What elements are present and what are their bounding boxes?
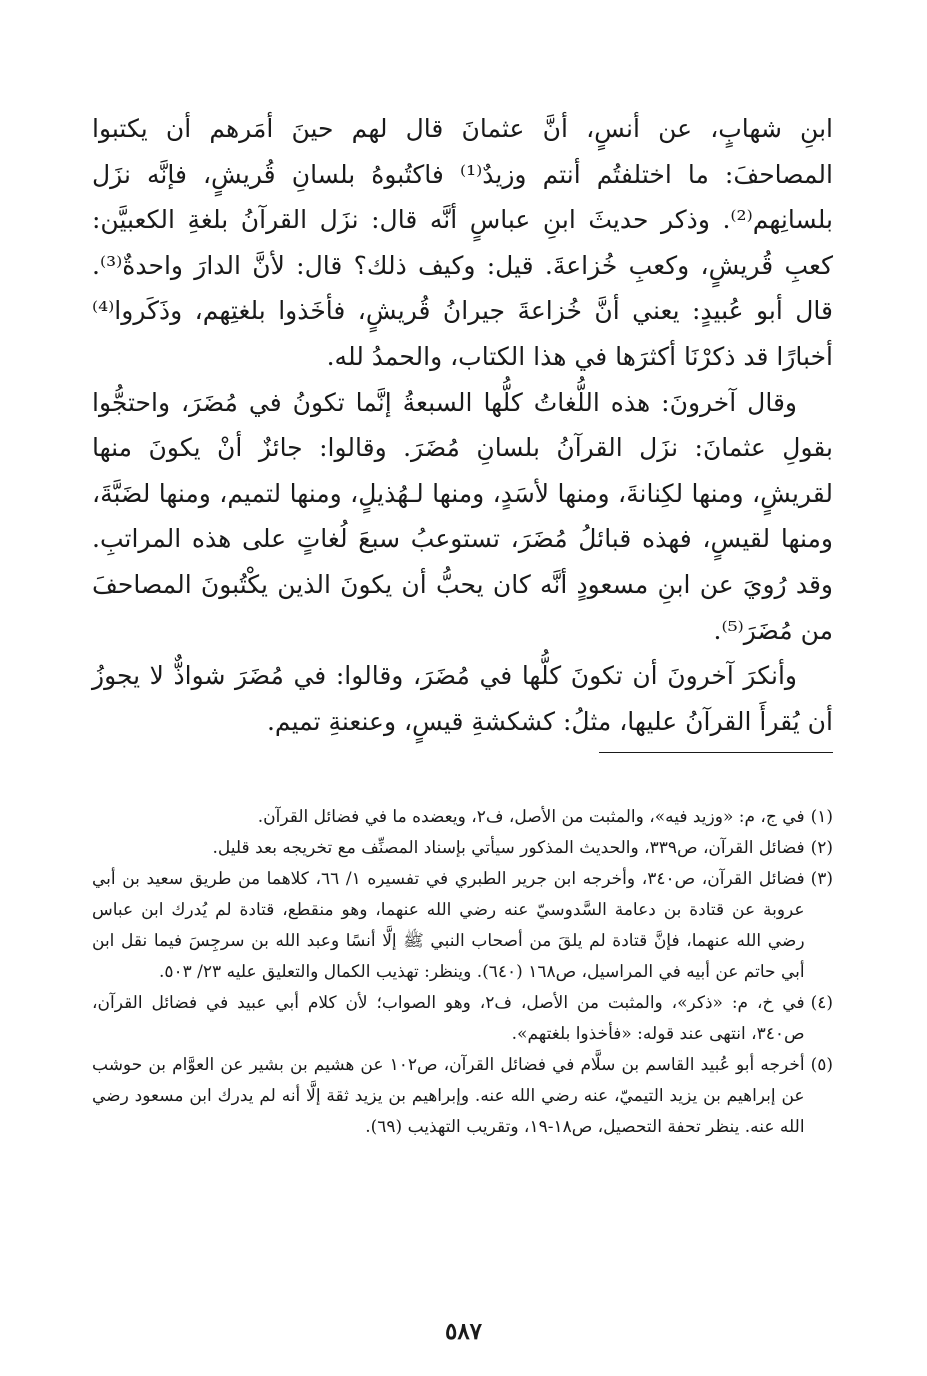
footnotes	[92, 802, 833, 1143]
page-number: ٥٨٧	[444, 1318, 483, 1345]
paragraph-1: ابنِ شهابٍ، عن أنسٍ، أنَّ عثمانَ قال لهم حينَ أمَرهم أن يكتبوا المصاحفَ: ما اختلفتُم أنتم وزيدٌ⁽¹⁾ فاكتُبوهُ بلسانِ قُريشٍ، فإنَّه نزَل بلسانِهم⁽²⁾. وذكر حديثَ ابنِ عباسٍ أنَّه قال: نزَل القرآنُ بلغةِ الكعبيَّن: كعبِ قُريشٍ، وكعبِ خُزاعةَ. قيل: وكيف ذلك؟ قال: لأنَّ الدارَ واحدةٌ⁽³⁾. قال أبو عُبيدٍ: يعني أنَّ خُزاعةَ جيرانُ قُريشٍ، فأخَذوا بلغتِهم، وذَكَروا⁽⁴⁾ أخبارًا قد ذكرْنَا أكثرَها في هذا الكتاب، والحمدُ لله.	[92, 114, 833, 371]
footnote-number: (٢)	[810, 838, 833, 858]
footnote-number: (٣)	[810, 869, 833, 889]
footnote-3	[92, 864, 833, 988]
footnote-text: أخرجه أبو عُبيد القاسم بن سلَّام في فضائل القرآن، ص١٠٢ عن هشيم بن بشير عن العوَّام بن حوشب عن إبراهيم بن يزيد التيميّ، عنه رضي الله عنه. وإبراهيم بن يزيد ثقة إلَّا أنه لم يدرك ابن مسعود رضي الله عنه. ينظر تحفة التحصيل، ص١٨-١٩، وتقريب التهذيب (٦٩).	[92, 1055, 805, 1137]
footnote-text: في ج، م: «وزيد فيه»، والمثبت من الأصل، ف٢، ويعضده ما في فضائل القرآن.	[257, 807, 805, 827]
footnote-2	[92, 833, 833, 864]
footnote-text: فضائل القرآن، ص٣٤٠، وأخرجه ابن جرير الطبري في تفسيره ١/ ٦٦، كلاهما من طريق سعيد بن أبي عروبة عن قتادة بن دعامة السَّدوسيّ عنه رضي الله عنهما، وهو منقطع، قتادة لم يُدرك ابن عباس رضي الله عنهما، فإنَّ قتادة لم يلقَ من أصحاب النبي ﷺ إلَّا أنسًا وعبد الله بن سرجِسَ فيما نقل ابن أبي حاتم عن أبيه في المراسيل، ص١٦٨ (٦٤٠). وينظر: تهذيب الكمال والتعليق عليه ٢٣/ ٥٠٣.	[92, 869, 805, 982]
main-text	[92, 106, 833, 744]
footnote-text: في خ، م: «ذكر»، والمثبت من الأصل، ف٢، وهو الصواب؛ لأن كلام أبي عبيد في فضائل القرآن، ص٣٤٠، انتهى عند قوله: «فأخذوا بلغتهم».	[92, 993, 805, 1044]
footnote-number: (٤)	[810, 993, 833, 1013]
paragraph-3: وأنكرَ آخرونَ أن تكونَ كلُّها في مُضَرَ، وقالوا: في مُضَرَ شواذٌّ لا يجوزُ أن يُقرأَ القرآنُ عليها، مثلُ: كشكشةِ قيسٍ، وعنعنةِ تميم.	[92, 661, 833, 736]
footnote-number: (١)	[810, 807, 833, 827]
footnote-5	[92, 1050, 833, 1143]
footnote-4	[92, 988, 833, 1050]
footnote-divider	[599, 752, 833, 753]
footnote-1	[92, 802, 833, 833]
paragraph-2: وقال آخرونَ: هذه اللُّغاتُ كلُّها السبعةُ إنَّما تكونُ في مُضَرَ، واحتجُّوا بقولِ عثمانَ: نزَل القرآنُ بلسانِ مُضَرَ. وقالوا: جائزٌ أنْ يكونَ منها لقريشٍ، ومنها لكِنانةَ، ومنها لأسَدٍ، ومنها لـهُذيلٍ، ومنها لتميم، ومنها لضَبَّةَ، ومنها لقيسٍ، فهذه قبائلُ مُضَرَ، تستوعبُ سبعَ لُغاتٍ على هذه المراتبِ. وقد رُويَ عن ابنِ مسعودٍ أنَّه كان يحبُّ أن يكونَ الذين يكْتُبونَ المصاحفَ من مُضَرَ⁽⁵⁾.	[92, 387, 833, 645]
footnote-text: فضائل القرآن، ص٣٣٩، والحديث المذكور سيأتي بإسناد المصنِّف مع تخريجه بعد قليل.	[212, 838, 805, 858]
footnote-number: (٥)	[810, 1055, 833, 1075]
